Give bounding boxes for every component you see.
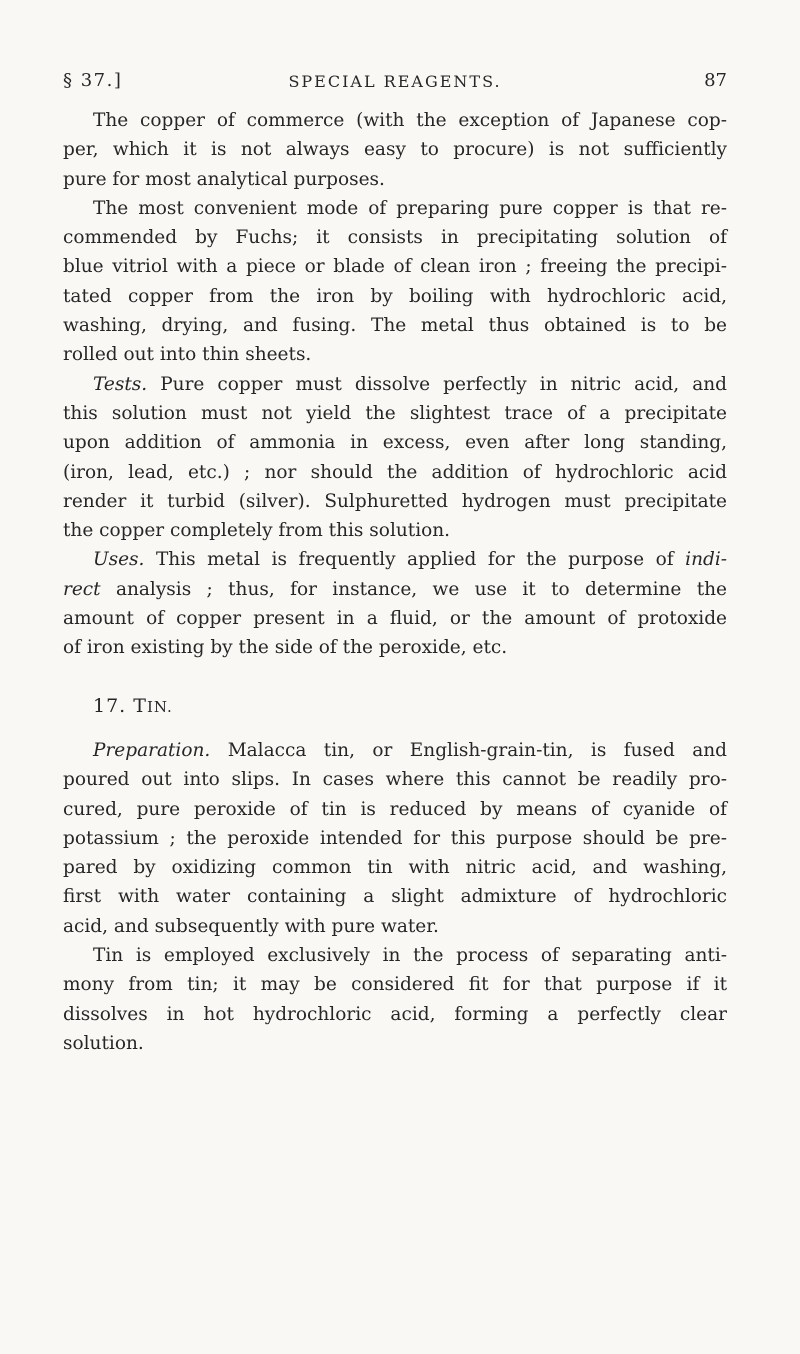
page-body: [63, 106, 727, 1058]
text-line: amount of copper present in a fluid, or the amount of protoxide: [63, 608, 727, 630]
text-line: (iron, lead, etc.) ; nor should the addition of hydrochloric acid: [63, 461, 727, 483]
text-line: Tin is employed exclusively in the process of separating anti-: [93, 945, 727, 967]
text-line: washing, drying, and fusing. The metal thus obtained is to be: [63, 315, 727, 337]
uses-second-line: analysis ; thus, for instance, we use it to determine the: [100, 578, 727, 600]
paragraph-copper-commerce: [63, 106, 727, 194]
text-line: pure for most analytical purposes.: [63, 168, 385, 190]
book-page: [63, 70, 727, 1058]
running-head: [63, 70, 727, 106]
section-reference: § 37.]: [63, 70, 123, 91]
text-line: the copper completely from this solution.: [63, 520, 451, 542]
uses-label: Uses.: [93, 549, 145, 571]
text-line: this solution must not yield the slightest trace of a precipitate: [63, 402, 727, 424]
preparation-label: Preparation.: [93, 739, 211, 761]
tests-label: Tests.: [93, 373, 148, 395]
page-number: 87: [704, 70, 727, 91]
paragraph-uses: [63, 545, 727, 662]
text-line: acid, and subsequently with pure water.: [63, 915, 439, 937]
text-line: [63, 575, 727, 604]
section-number: 17.: [93, 694, 127, 717]
text-line: of iron existing by the side of the peroxide, etc.: [63, 637, 508, 659]
text-line: commended by Fuchs; it consists in precipitating solution of: [63, 227, 727, 249]
text-line: potassium ; the peroxide intended for this purpose should be pre-: [63, 827, 727, 849]
text-line: [63, 736, 727, 765]
paragraph-tests: [63, 370, 727, 546]
text-line: poured out into slips. In cases where this cannot be readily pro-: [63, 769, 727, 791]
section-title-cap: T: [133, 694, 147, 717]
paragraph-preparing-copper: [63, 194, 727, 370]
text-line: render it turbid (silver). Sulphuretted hydrogen must precipitate: [63, 490, 727, 512]
tests-first-line: Pure copper must dissolve perfectly in nitric acid, and: [147, 373, 727, 395]
text-line: The most convenient mode of preparing pure copper is that re-: [93, 197, 727, 219]
section-heading-tin: [63, 692, 727, 722]
text-line: dissolves in hot hydrochloric acid, forming a perfectly clear: [63, 1003, 727, 1025]
text-line: cured, pure peroxide of tin is reduced by means of cyanide of: [63, 798, 727, 820]
text-line: tated copper from the iron by boiling with hydrochloric acid,: [63, 285, 727, 307]
text-line: pared by oxidizing common tin with nitric acid, and washing,: [63, 857, 727, 879]
preparation-first-line: Malacca tin, or English-grain-tin, is fused and: [210, 739, 727, 761]
text-line: mony from tin; it may be considered fit for that purpose if it: [63, 974, 727, 996]
section-title-rest: IN.: [146, 697, 173, 716]
paragraph-preparation: [63, 736, 727, 941]
uses-emphasis: rect: [63, 578, 101, 600]
text-line: [63, 545, 727, 574]
text-line: rolled out into thin sheets.: [63, 344, 312, 366]
text-line: [63, 370, 727, 399]
uses-first-line: This metal is frequently applied for the purpose of: [144, 549, 686, 571]
text-line: per, which it is not always easy to procure) is not sufficiently: [63, 139, 727, 161]
text-line: blue vitriol with a piece or blade of clean iron ; freeing the precipi-: [63, 256, 727, 278]
uses-emphasis: indi-: [685, 549, 727, 571]
paragraph-tin-use: [63, 941, 727, 1058]
text-line: The copper of commerce (with the exception of Japanese cop-: [93, 110, 727, 131]
text-line: solution.: [63, 1032, 144, 1054]
text-line: upon addition of ammonia in excess, even after long standing,: [63, 432, 727, 454]
chapter-title: SPECIAL REAGENTS.: [288, 72, 502, 91]
text-line: first with water containing a slight admixture of hydrochloric: [63, 886, 727, 908]
